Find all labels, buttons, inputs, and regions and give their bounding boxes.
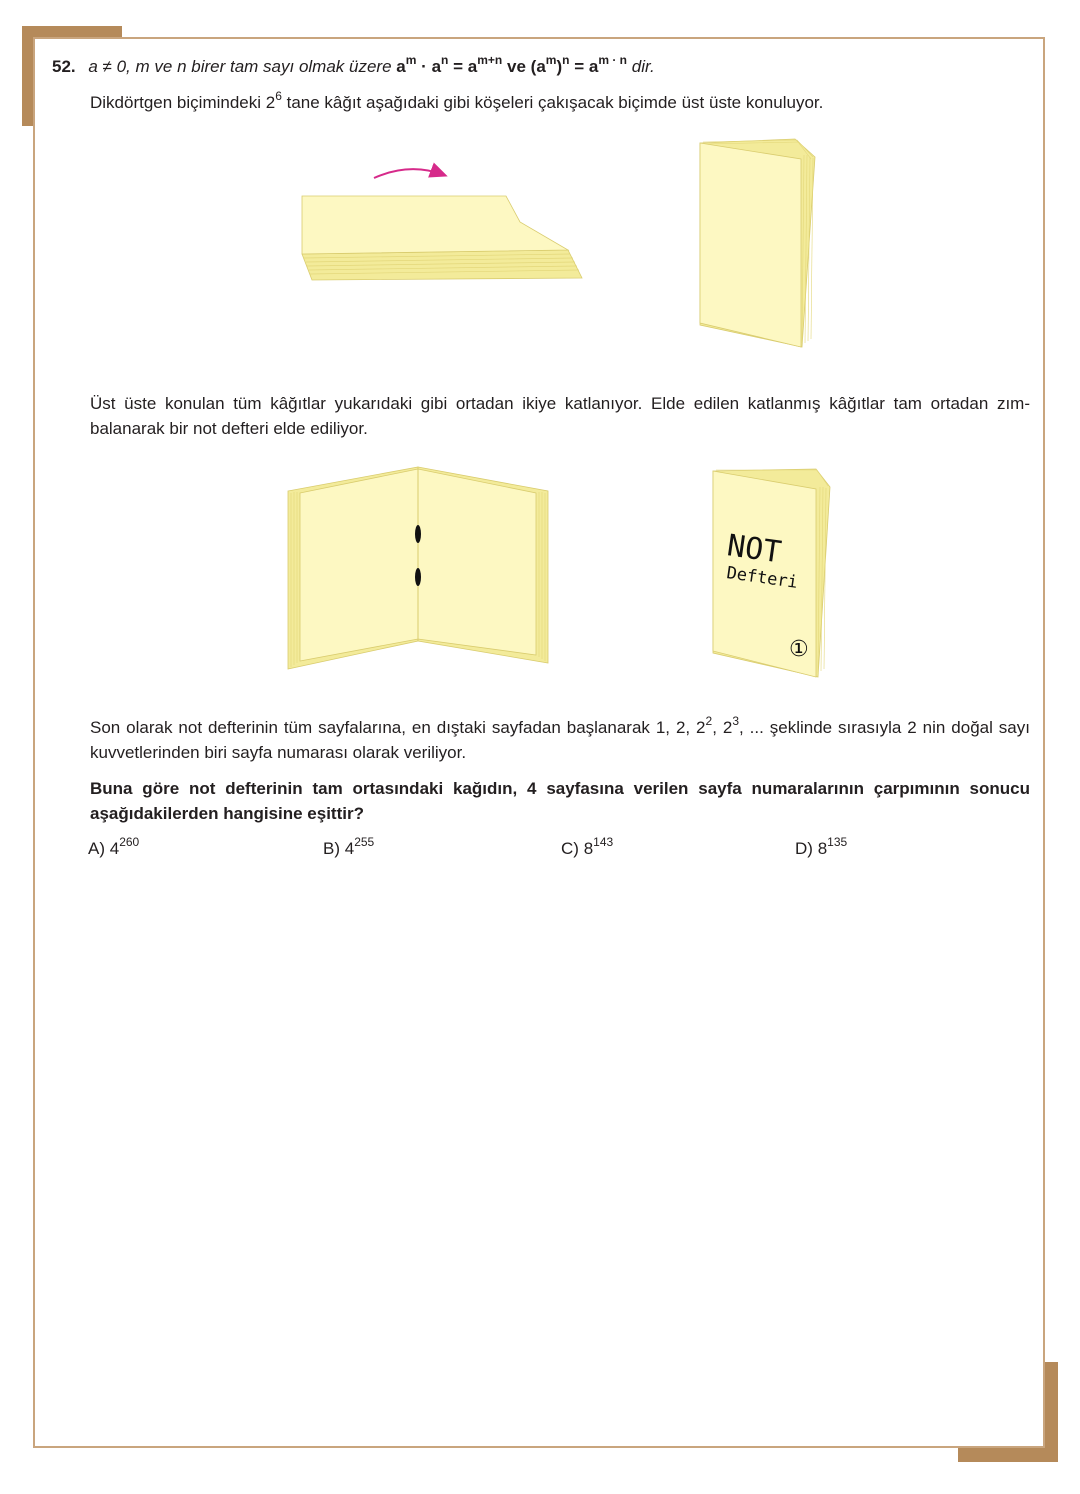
option-c[interactable]: C) $8^{143}$	[561, 835, 614, 858]
closed-notebook-figure	[708, 465, 838, 685]
paragraph-folding: Üst üste konulan tüm kâğıtlar yukarıdaki gibi ortadan ikiye katlanıyor. Elde edilen katlanmış kâğıtlar tam ortadan zım-balanarak bir not defteri elde ediliyor.	[90, 394, 1030, 438]
open-notebook-figure	[285, 465, 555, 675]
option-d[interactable]: D) $8^{135}$	[795, 835, 848, 858]
rule-suffix: dir.	[631, 57, 655, 76]
option-b[interactable]: B) $4^{255}$	[323, 835, 375, 858]
question-number: 52.	[52, 57, 76, 76]
staple-top	[415, 525, 421, 543]
paper-stack-figure	[290, 160, 600, 290]
question-prompt: Buna göre not defterinin tam ortasındaki kağıdın, 4 sayfasına verilen sayfa numaralarının çarpımının sonucu aşağıdakilerden hangisine eşittir?	[90, 779, 1030, 823]
fold-arrow	[374, 169, 444, 178]
notebook-subtitle: Defteri	[725, 563, 800, 593]
folded-stack-figure	[695, 135, 825, 355]
rule-prefix: a ≠ 0, m ve n birer tam sayı olmak üzere	[88, 57, 392, 76]
question-rule-line: 52. a ≠ 0, m ve n birer tam sayı olmak üzere $a^m \cdot a^n = a^{m+n}$ ve $(a^m)^n = a^{m \cdot n}$ dir.	[52, 53, 655, 76]
paragraph-stacking: Dikdörtgen biçimindeki $2^6$ tane kâğıt aşağıdaki gibi köşeleri çakışacak biçimde üst üste konuluyor.	[90, 89, 824, 112]
paragraph-page-numbering: Son olarak not defterinin tüm sayfalarına, en dıştaki sayfadan başlanarak 1, 2, $2^2$, $2^3$, ... şeklinde sırasıyla 2 nin doğal sayı kuvvetlerinden biri sayfa numarası olarak veriliyor.	[90, 714, 1030, 762]
notebook-page-number: ①	[789, 637, 809, 662]
notebook-title: NOT	[724, 528, 784, 571]
option-a[interactable]: A) $4^{260}$	[88, 835, 140, 858]
staple-bottom	[415, 568, 421, 586]
